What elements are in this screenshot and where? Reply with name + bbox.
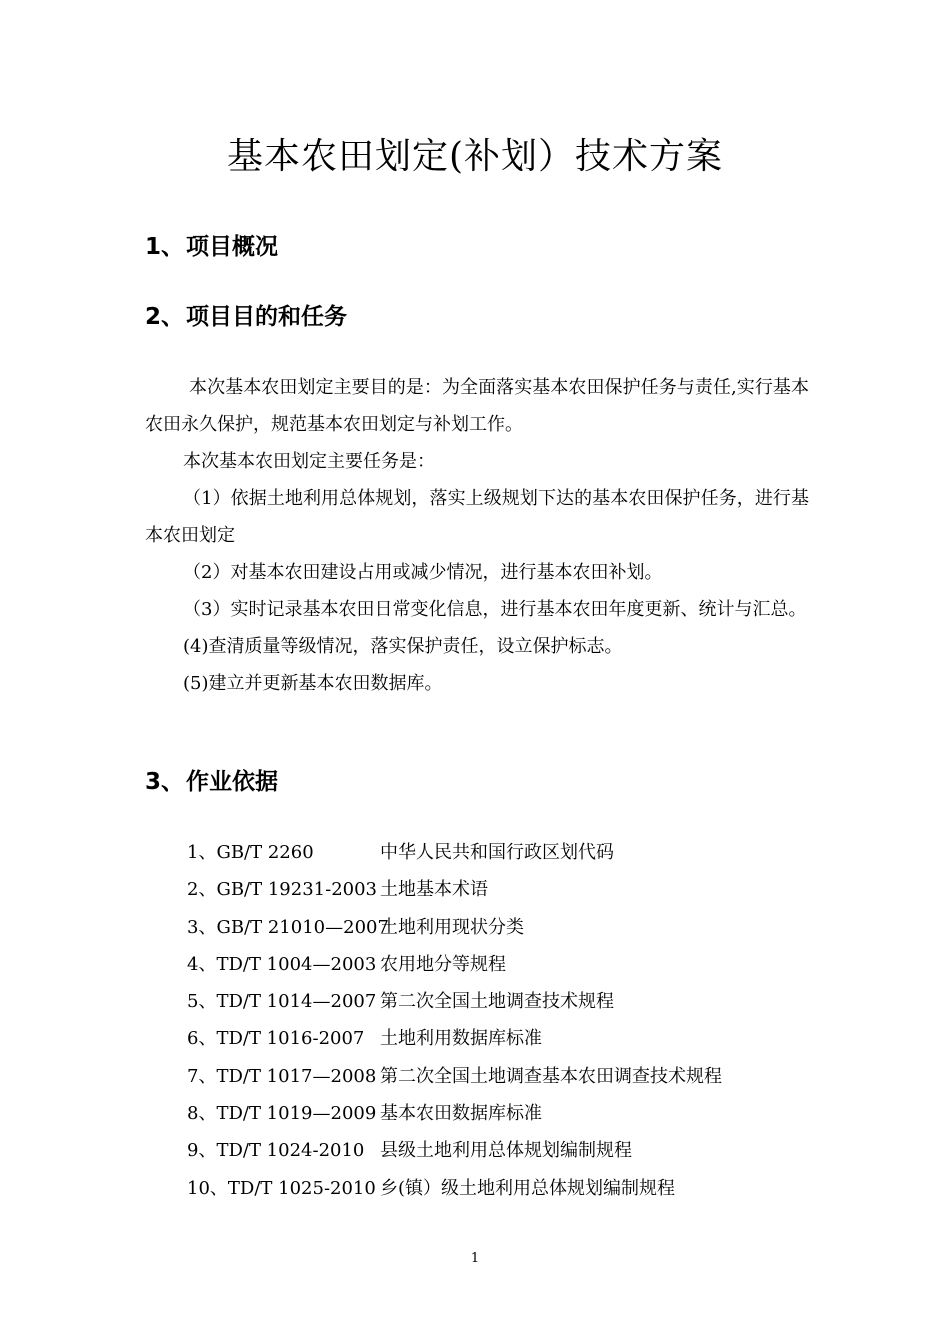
reference-name: 农用地分等规程	[380, 953, 506, 975]
reference-code: 10、TD/T 1025-2010	[187, 1177, 376, 1199]
reference-code: 7、TD/T 1017—2008	[187, 1065, 377, 1087]
section-heading-basis	[145, 766, 278, 798]
reference-item	[187, 1020, 827, 1057]
paragraph: （3）实时记录基本农田日常变化信息，进行基本农田年度更新、统计与汇总。	[183, 599, 807, 620]
section-heading-overview	[145, 231, 278, 263]
reference-name: 基本农田数据库标准	[380, 1103, 542, 1125]
document-title: 基本农田划定(补划）技术方案	[226, 136, 724, 177]
section-number: 2、	[145, 304, 185, 330]
reference-code: 2、GB/T 19231-2003	[187, 879, 378, 901]
section-2-body	[145, 369, 809, 702]
reference-code: 5、TD/T 1014—2007	[187, 991, 377, 1013]
section-title: 作业依据	[186, 769, 279, 795]
reference-item	[187, 909, 827, 946]
reference-name: 中华人民共和国行政区划代码	[380, 842, 614, 863]
reference-item	[187, 1132, 827, 1169]
paragraph: 本次基本农田划定主要目的是：为全面落实基本农田保护任务与责任,实行基本农田永久保护，规范基本农田划定与补划工作。	[145, 377, 809, 435]
reference-item	[187, 834, 827, 871]
reference-name: 乡(镇）级土地利用总体规划编制规程	[380, 1177, 676, 1199]
paragraph: (5)建立并更新基本农田数据库。	[183, 673, 443, 694]
paragraph: (4)查清质量等级情况，落实保护责任，设立保护标志。	[183, 636, 623, 657]
reference-code: 6、TD/T 1016-2007	[187, 1028, 365, 1050]
section-number: 3、	[145, 769, 185, 795]
page-number: 1	[470, 1251, 480, 1266]
reference-name: 县级土地利用总体规划编制规程	[380, 1140, 632, 1162]
reference-item	[187, 1170, 827, 1207]
reference-code: 8、TD/T 1019—2009	[187, 1103, 377, 1125]
reference-code: 1、GB/T 2260	[187, 842, 314, 863]
reference-item	[187, 946, 827, 983]
section-title: 项目目的和任务	[186, 304, 348, 330]
reference-name: 土地利用数据库标准	[380, 1028, 542, 1050]
reference-item	[187, 983, 827, 1020]
paragraph: 本次基本农田划定主要任务是：	[183, 451, 435, 472]
reference-name: 第二次全国土地调查技术规程	[380, 991, 614, 1013]
reference-name: 第二次全国土地调查基本农田调查技术规程	[380, 1065, 722, 1087]
reference-code: 4、TD/T 1004—2003	[187, 953, 377, 975]
reference-item	[187, 1058, 827, 1095]
reference-item	[187, 1095, 827, 1132]
paragraph: （2）对基本农田建设占用或减少情况，进行基本农田补划。	[183, 562, 663, 583]
reference-name: 土地利用现状分类	[380, 916, 524, 938]
section-number: 1、	[145, 234, 185, 260]
section-title: 项目概况	[186, 234, 279, 260]
reference-code: 9、TD/T 1024-2010	[187, 1140, 365, 1162]
paragraph: （1）依据土地利用总体规划，落实上级规划下达的基本农田保护任务，进行基本农田划定	[145, 488, 809, 546]
section-heading-purpose	[145, 301, 347, 333]
reference-item	[187, 871, 827, 908]
reference-name: 土地基本术语	[380, 879, 488, 901]
reference-list	[187, 834, 827, 1207]
reference-code: 3、GB/T 21010—2007	[187, 916, 389, 938]
